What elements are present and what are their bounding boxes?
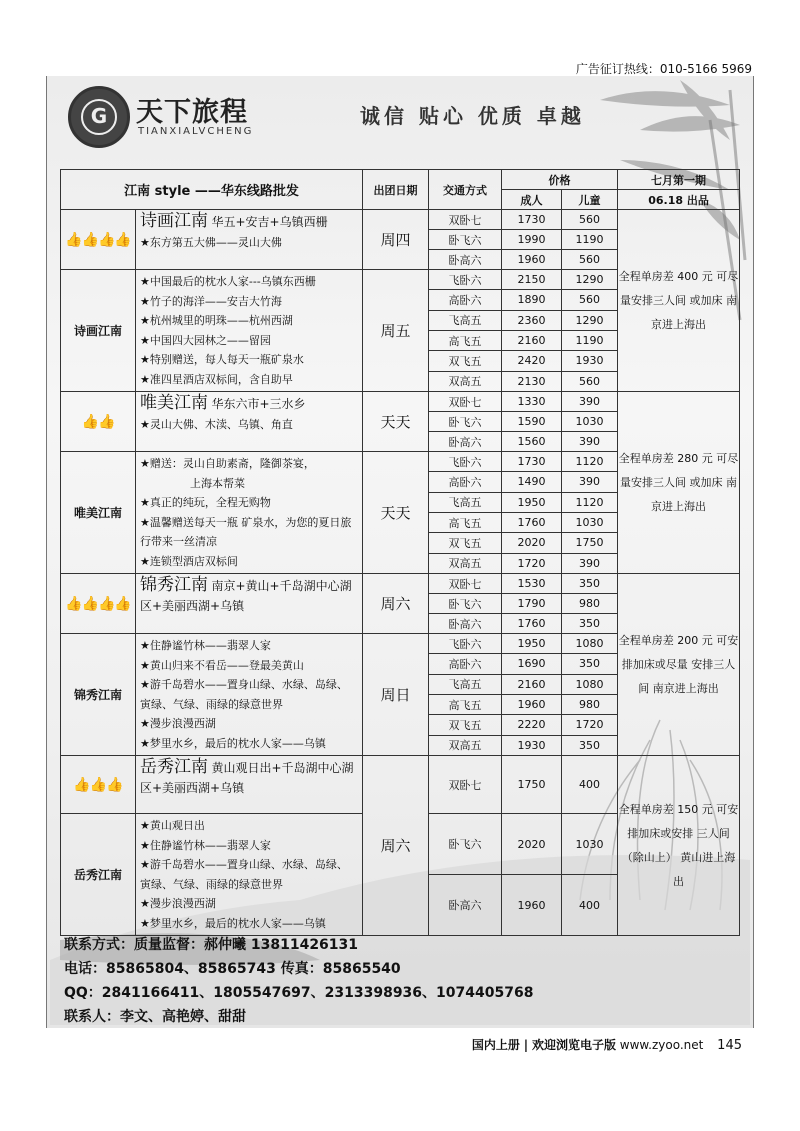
transport-mode: 卧高六	[429, 432, 502, 452]
price-child: 350	[562, 735, 618, 755]
price-child: 1030	[562, 512, 618, 532]
feature-item: ★赠送：灵山自助素斋，隆御茶宴，	[140, 457, 315, 470]
transport-mode: 双卧七	[429, 210, 502, 230]
transport-mode: 双高五	[429, 371, 502, 391]
feature-item: ★准四星酒店双标间，含自助早	[140, 372, 293, 386]
transport-mode: 飞卧六	[429, 270, 502, 290]
price-adult: 1330	[502, 392, 562, 412]
price-child: 980	[562, 594, 618, 614]
price-adult: 1490	[502, 472, 562, 492]
price-child: 350	[562, 574, 618, 594]
header-adult: 成人	[502, 190, 562, 210]
price-adult: 1990	[502, 230, 562, 250]
contact-quality-supervisor: 联系方式：质量监督：郝仲曦 13811426131	[64, 937, 359, 953]
header-period-date: 06.18 出品	[618, 190, 740, 210]
departure-date: 周四	[363, 210, 429, 270]
transport-mode: 高飞五	[429, 512, 502, 532]
product-summary	[136, 574, 363, 634]
price-child: 400	[562, 756, 618, 814]
departure-date: 周日	[363, 634, 429, 756]
transport-mode: 双卧七	[429, 756, 502, 814]
feature-item: ★连锁型酒店双标间	[140, 554, 238, 568]
transport-mode: 卧飞六	[429, 814, 502, 875]
price-adult: 1730	[502, 210, 562, 230]
transport-mode: 双高五	[429, 735, 502, 755]
feature-item: ★中国四大园林之——留园	[140, 333, 271, 347]
route-price-table	[60, 169, 740, 936]
price-child: 560	[562, 371, 618, 391]
price-adult: 1560	[502, 432, 562, 452]
transport-mode: 卧高六	[429, 614, 502, 634]
price-child: 350	[562, 614, 618, 634]
logo-emblem	[68, 86, 130, 148]
product-name: 岳秀江南	[140, 757, 208, 777]
price-child: 560	[562, 290, 618, 310]
price-child: 560	[562, 210, 618, 230]
transport-mode: 卧高六	[429, 875, 502, 936]
product-features	[136, 452, 363, 574]
contact-phone-fax: 电话：85865804、85865743 传真：85865540	[64, 961, 401, 977]
feature-item: ★游千岛碧水——置身山绿、水绿、岛绿、寅绿、气绿、雨绿的绿意世界	[140, 678, 348, 711]
price-child: 390	[562, 553, 618, 573]
price-adult: 1730	[502, 452, 562, 472]
price-adult: 1720	[502, 553, 562, 573]
price-adult: 2020	[502, 814, 562, 875]
price-adult: 1930	[502, 735, 562, 755]
price-child: 350	[562, 654, 618, 674]
price-child: 1120	[562, 452, 618, 472]
price-child: 1290	[562, 310, 618, 330]
product-summary	[136, 392, 363, 452]
product-name: 锦秀江南	[140, 575, 208, 595]
header-period: 七月第一期	[618, 170, 740, 190]
transport-mode: 卧飞六	[429, 594, 502, 614]
feature-item: ★真正的纯玩，全程无购物	[140, 496, 271, 509]
feature-item: ★漫步浪漫西湖	[140, 717, 216, 730]
departure-date: 周六	[363, 756, 429, 936]
price-adult: 2160	[502, 330, 562, 350]
feature-item: ★住静谧竹林——翡翠人家	[140, 838, 271, 852]
price-adult: 2220	[502, 715, 562, 735]
footer-section: 国内上册	[471, 1038, 520, 1052]
product-summary	[136, 210, 363, 270]
transport-mode: 飞卧六	[429, 634, 502, 654]
footer-separator: |	[523, 1038, 529, 1052]
feature-item: ★温馨赠送每天一瓶 矿泉水，为您的夏日旅行带来一丝清凉	[140, 515, 352, 548]
transport-mode: 双飞五	[429, 351, 502, 371]
product-summary	[136, 756, 363, 814]
product-features	[136, 634, 363, 756]
price-adult: 2020	[502, 533, 562, 553]
product-route: 南京+黄山+千岛湖中心湖区+美丽西湖+乌镇	[140, 579, 352, 613]
page-footer	[472, 1036, 742, 1053]
product-note: 全程单房差 400 元 可尽量安排三人间 或加床 南京进上海出	[618, 210, 740, 392]
contact-persons: 联系人：李文、高艳婷、甜甜	[64, 1009, 246, 1025]
transport-mode: 高卧六	[429, 654, 502, 674]
transport-mode: 高卧六	[429, 472, 502, 492]
product-note: 全程单房差 150 元 可安排加床或安排 三人间（除山上） 黄山进上海出	[618, 756, 740, 936]
price-child: 1120	[562, 492, 618, 512]
price-adult: 2160	[502, 674, 562, 694]
brand-name-pinyin: TIANXIALVCHENG	[138, 126, 254, 137]
feature-item: ★特别赠送，每人每天一瓶矿泉水	[140, 353, 304, 366]
feature-item: ★竹子的海洋——安吉大竹海	[140, 294, 282, 308]
price-child: 1030	[562, 412, 618, 432]
price-child: 1190	[562, 230, 618, 250]
logo-glyph: G	[81, 99, 117, 135]
price-adult: 1790	[502, 594, 562, 614]
price-child: 980	[562, 694, 618, 714]
price-adult: 1760	[502, 512, 562, 532]
transport-mode: 飞高五	[429, 492, 502, 512]
feature-item: ★中国最后的枕水人家---乌镇东西栅	[140, 275, 316, 288]
price-adult: 1950	[502, 492, 562, 512]
product-thumbs	[61, 756, 136, 814]
price-adult: 1690	[502, 654, 562, 674]
header-child: 儿童	[562, 190, 618, 210]
feature-item: ★杭州城里的明珠——杭州西湖	[140, 314, 293, 327]
price-child: 390	[562, 472, 618, 492]
price-child: 1720	[562, 715, 618, 735]
product-label: 唯美江南	[61, 452, 136, 574]
feature-item: ★梦里水乡，最后的枕水人家——乌镇	[140, 916, 326, 930]
product-thumbs	[61, 210, 136, 270]
product-label: 岳秀江南	[61, 814, 136, 936]
thumbs-up-icon: 👍👍👍	[73, 776, 123, 793]
header-departure-date: 出团日期	[363, 170, 429, 210]
price-child: 560	[562, 250, 618, 270]
price-adult: 1590	[502, 412, 562, 432]
price-child: 1080	[562, 634, 618, 654]
product-note: 全程单房差 280 元 可尽量安排三人间 或加床 南京进上海出	[618, 392, 740, 574]
product-name: 唯美江南	[140, 393, 208, 413]
transport-mode: 双飞五	[429, 533, 502, 553]
table-title: 江南 style ——华东线路批发	[61, 170, 363, 210]
feature-item: ★梦里水乡，最后的枕水人家——乌镇	[140, 736, 326, 750]
price-adult: 1960	[502, 875, 562, 936]
product-thumbs	[61, 392, 136, 452]
header-price: 价格	[502, 170, 618, 190]
transport-mode: 卧飞六	[429, 230, 502, 250]
price-adult: 2130	[502, 371, 562, 391]
price-adult: 1890	[502, 290, 562, 310]
transport-mode: 双高五	[429, 553, 502, 573]
transport-mode: 高飞五	[429, 330, 502, 350]
price-adult: 2360	[502, 310, 562, 330]
feature-item: ★黄山观日出	[140, 819, 205, 832]
transport-mode: 飞高五	[429, 674, 502, 694]
transport-mode: 飞高五	[429, 310, 502, 330]
product-label: 锦秀江南	[61, 634, 136, 756]
price-child: 1030	[562, 814, 618, 875]
transport-mode: 高飞五	[429, 694, 502, 714]
transport-mode: 双飞五	[429, 715, 502, 735]
page-number: 145	[717, 1038, 742, 1053]
product-thumbs	[61, 574, 136, 634]
transport-mode: 卧高六	[429, 250, 502, 270]
thumbs-up-icon: 👍👍👍👍	[65, 231, 131, 248]
transport-mode: 飞卧六	[429, 452, 502, 472]
price-child: 1190	[562, 330, 618, 350]
footer-url[interactable]: www.zyoo.net	[619, 1038, 704, 1052]
feature-item: ★灵山大佛、木渎、乌镇、角直	[140, 417, 293, 431]
price-adult: 1950	[502, 634, 562, 654]
price-child: 1080	[562, 674, 618, 694]
price-child: 390	[562, 432, 618, 452]
product-route: 华五+安吉+乌镇西栅	[211, 215, 328, 229]
product-note: 全程单房差 200 元 可安排加床或尽量 安排三人间 南京进上海出	[618, 574, 740, 756]
price-adult: 1750	[502, 756, 562, 814]
transport-mode: 卧飞六	[429, 412, 502, 432]
price-child: 1930	[562, 351, 618, 371]
footer-slogan: 欢迎浏览电子版	[531, 1038, 616, 1052]
feature-item: ★住静谧竹林——翡翠人家	[140, 639, 271, 652]
feature-item: ★游千岛碧水——置身山绿、水绿、岛绿、寅绿、气绿、雨绿的绿意世界	[140, 858, 348, 891]
thumbs-up-icon: 👍👍👍👍	[65, 595, 131, 612]
feature-item: 上海本帮菜	[190, 476, 245, 490]
price-adult: 2150	[502, 270, 562, 290]
product-route: 华东六市+三水乡	[211, 397, 306, 411]
price-adult: 1760	[502, 614, 562, 634]
departure-date: 周六	[363, 574, 429, 634]
transport-mode: 双卧七	[429, 574, 502, 594]
product-name: 诗画江南	[140, 211, 208, 231]
price-child: 1750	[562, 533, 618, 553]
departure-date: 天天	[363, 452, 429, 574]
feature-item: ★东方第五大佛——灵山大佛	[140, 235, 282, 249]
departure-date: 周五	[363, 270, 429, 392]
price-adult: 1960	[502, 694, 562, 714]
transport-mode: 双卧七	[429, 392, 502, 412]
brand-name: 天下旅程	[136, 97, 248, 128]
price-child: 1290	[562, 270, 618, 290]
transport-mode: 高卧六	[429, 290, 502, 310]
brand-slogan: 诚信 贴心 优质 卓越	[360, 104, 585, 128]
price-adult: 2420	[502, 351, 562, 371]
price-adult: 1960	[502, 250, 562, 270]
price-child: 390	[562, 392, 618, 412]
product-features	[136, 814, 363, 936]
product-route: 黄山观日出+千岛湖中心湖区+美丽西湖+乌镇	[140, 761, 354, 795]
feature-item: ★黄山归来不看岳——登最美黄山	[140, 658, 304, 672]
thumbs-up-icon: 👍👍	[81, 413, 115, 430]
header-transport: 交通方式	[429, 170, 502, 210]
price-child: 400	[562, 875, 618, 936]
ad-hotline: 广告征订热线：010-5166 5969	[575, 62, 752, 76]
product-features	[136, 270, 363, 392]
contact-qq: QQ：2841166411、1805547697、2313398936、1074405768	[64, 985, 534, 1001]
price-adult: 1530	[502, 574, 562, 594]
feature-item: ★漫步浪漫西湖	[140, 897, 216, 910]
departure-date: 天天	[363, 392, 429, 452]
product-label: 诗画江南	[61, 270, 136, 392]
